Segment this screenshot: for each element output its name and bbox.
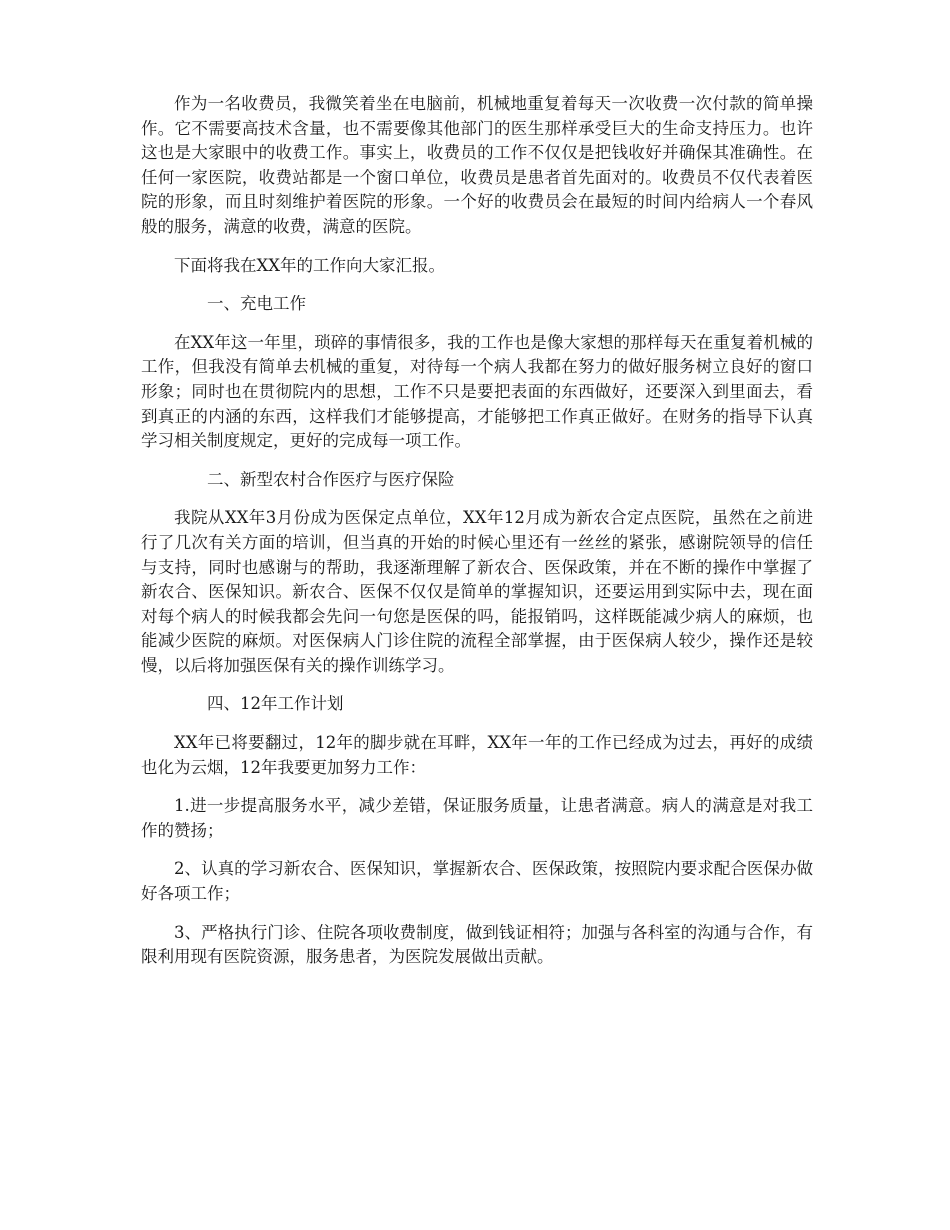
section-1-heading bbox=[141, 292, 813, 317]
section-1-body: 在XX年这一年里，琐碎的事情很多，我的工作也是像大家想的那样每天在重复着机械的工作，但我没有简单去机械的重复，对待每一个病人我都在努力的做好服务树立良好的窗口形象；同时也在贯彻院内的思想，工作不只是要把表面的东西做好，还要深入到里面去，看到真正的内涵的东西，这样我们才能够提高，才能够把工作真正做好。在财务的指导下认真学习相关制度规定，更好的完成每一项工作。 bbox=[141, 332, 813, 451]
report-intro-paragraph: 下面将我在XX年的工作向大家汇报。 bbox=[174, 255, 445, 275]
section-1-number: 一、 bbox=[207, 294, 240, 314]
plan-item-3: 3、严格执行门诊、住院各项收费制度，做到钱证相符；加强与各科室的沟通与合作，有限利用现有医院资源，服务患者，为医院发展做出贡献。 bbox=[141, 922, 813, 967]
section-4-heading bbox=[141, 692, 813, 717]
section-4-title: 12年工作计划 bbox=[240, 694, 344, 714]
section-2-title: 新型农村合作医疗与医疗保险 bbox=[240, 469, 455, 489]
document-body bbox=[141, 92, 813, 984]
section-1-title: 充电工作 bbox=[240, 294, 306, 314]
section-2-body: 我院从XX年3月份成为医保定点单位，XX年12月成为新农合定点医院，虽然在之前进行了几次有关方面的培训，但当真的开始的时候心里还有一丝丝的紧张，感谢院领导的信任与支持，同时也感谢与的帮助，我逐渐理解了新农合、医保政策，并在不断的操作中掌握了新农合、医保知识。新农合、医保不仅仅是简单的掌握知识，还要运用到实际中去，现在面对每个病人的时候我都会先问一句您是医保的吗，能报销吗，这样既能减少病人的麻烦，也能减少医院的麻烦。对医保病人门诊住院的流程全部掌握，由于医保病人较少，操作还是较慢，以后将加强医保有关的操作训练学习。 bbox=[141, 508, 813, 675]
section-2-number: 二、 bbox=[207, 469, 240, 489]
plan-item-2: 2、认真的学习新农合、医保知识，掌握新农合、医保政策，按照院内要求配合医保办做好各项工作； bbox=[141, 859, 813, 904]
plan-item-1: 1.进一步提高服务水平，减少差错，保证服务质量，让患者满意。病人的满意是对我工作的赞扬； bbox=[141, 796, 813, 840]
section-2-heading bbox=[141, 468, 813, 493]
section-4-number: 四、 bbox=[207, 694, 240, 714]
intro-paragraph: 作为一名收费员，我微笑着坐在电脑前，机械地重复着每天一次收费一次付款的简单操作。它不需要高技术含量，也不需要像其他部门的医生那样承受巨大的生命支持压力。也许这也是大家眼中的收费工作。事实上，收费员的工作不仅仅是把钱收好并确保其准确性。在任何一家医院，收费站都是一个窗口单位，收费员是患者首先面对的。收费员不仅代表着医院的形象，而且时刻维护着医院的形象。一个好的收费员会在最短的时间内给病人一个春风般的服务，满意的收费，满意的医院。 bbox=[141, 94, 813, 236]
section-4-body: XX年已将要翻过，12年的脚步就在耳畔，XX年一年的工作已经成为过去，再好的成绩也化为云烟，12年我要更加努力工作： bbox=[141, 733, 813, 777]
